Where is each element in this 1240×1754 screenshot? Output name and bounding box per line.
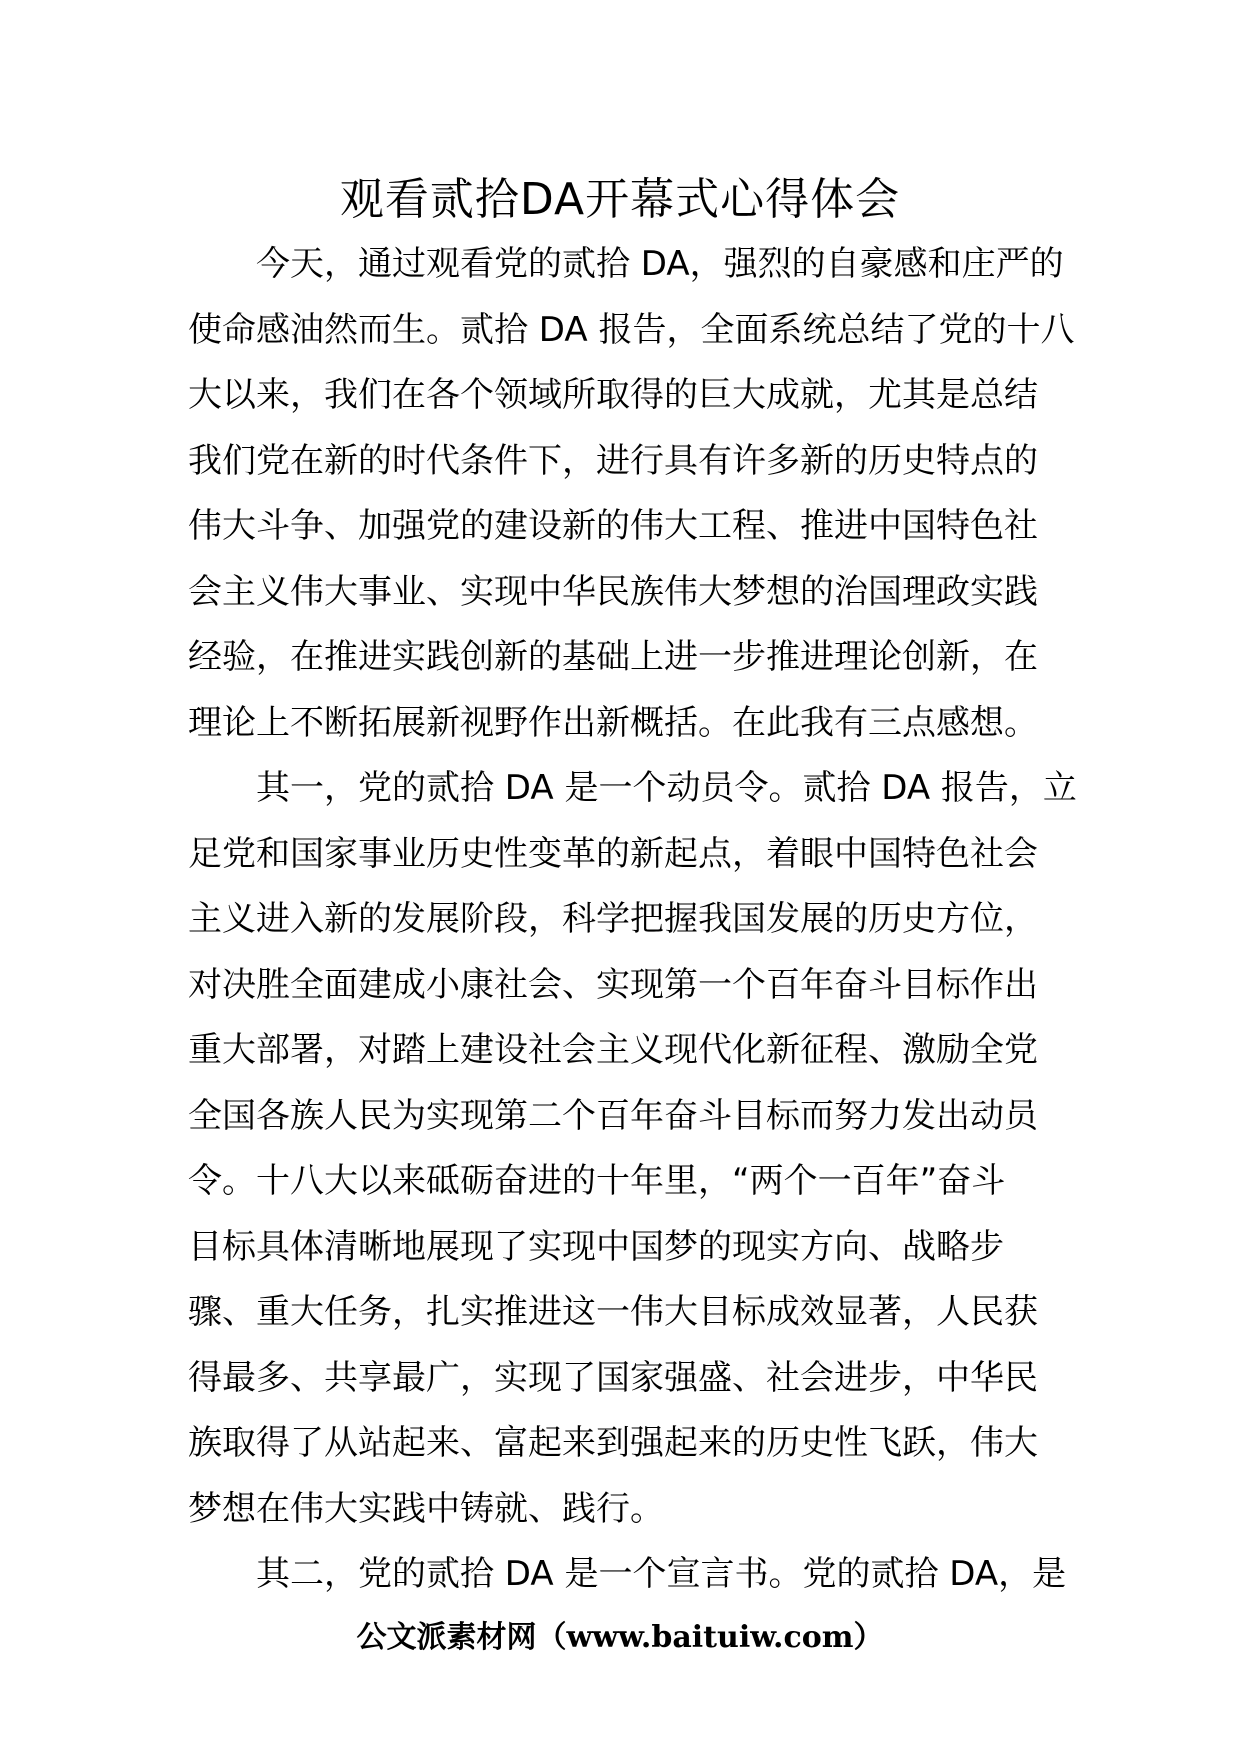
body-line: 重大部署，对踏上建设社会主义现代化新征程、激励全党 <box>188 1030 1038 1070</box>
page-footer-watermark: 公文派素材网（www.baituiw.com） <box>356 1620 884 1655</box>
body-line: 主义进入新的发展阶段，科学把握我国发展的历史方位， <box>188 899 1038 939</box>
body-line: 得最多、共享最广，实现了国家强盛、社会进步，中华民 <box>188 1357 1038 1398</box>
document-body <box>188 232 1077 1608</box>
body-line: 理论上不断拓展新视野作出新概括。在此我有三点感想。 <box>188 702 1038 743</box>
body-line: 经验，在推进实践创新的基础上进一步推进理论创新，在 <box>188 637 1038 677</box>
body-line: 会主义伟大事业、实现中华民族伟大梦想的治国理政实践 <box>188 571 1038 612</box>
body-line: 我们党在新的时代条件下，进行具有许多新的历史特点的 <box>188 440 1038 481</box>
body-line: 大以来，我们在各个领域所取得的巨大成就，尤其是总结 <box>188 375 1038 415</box>
body-line: 足党和国家事业历史性变革的新起点，着眼中国特色社会 <box>188 833 1038 874</box>
body-line: 使命感油然而生。贰拾 DA 报告，全面系统总结了党的十八 <box>188 309 1075 350</box>
body-line: 对决胜全面建成小康社会、实现第一个百年奋斗目标作出 <box>188 964 1038 1005</box>
body-line: 目标具体清晰地展现了实现中国梦的现实方向、战略步 <box>188 1226 1004 1267</box>
body-line: 梦想在伟大实践中铸就、践行。 <box>188 1488 664 1529</box>
document-title: 观看贰拾DA开幕式心得体会 <box>339 174 901 225</box>
body-line: 其一，党的贰拾 DA 是一个动员令。贰拾 DA 报告，立 <box>256 768 1077 808</box>
body-line: 令。十八大以来砥砺奋进的十年里，“两个一百年”奋斗 <box>188 1161 1006 1201</box>
body-line: 骤、重大任务，扎实推进这一伟大目标成效显著，人民获 <box>188 1292 1038 1332</box>
body-line: 全国各族人民为实现第二个百年奋斗目标而努力发出动员 <box>188 1095 1038 1136</box>
body-line: 伟大斗争、加强党的建设新的伟大工程、推进中国特色社 <box>188 506 1038 546</box>
body-line: 其二，党的贰拾 DA 是一个宣言书。党的贰拾 DA，是 <box>256 1554 1067 1594</box>
body-line: 今天，通过观看党的贰拾 DA，强烈的自豪感和庄严的 <box>256 244 1064 284</box>
body-line: 族取得了从站起来、富起来到强起来的历史性飞跃，伟大 <box>188 1423 1038 1463</box>
